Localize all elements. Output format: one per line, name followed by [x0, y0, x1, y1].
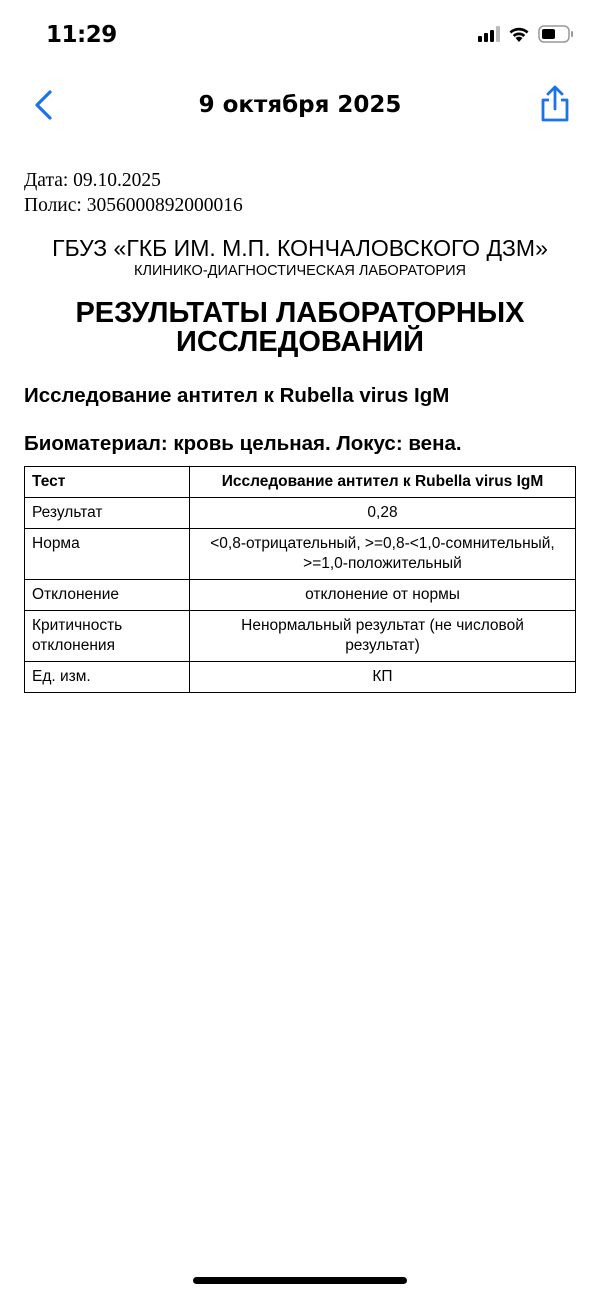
- laboratory-name: КЛИНИКО-ДИАГНОСТИЧЕСКАЯ ЛАБОРАТОРИЯ: [134, 263, 466, 279]
- insurance-policy: Полис: 3056000892000016: [24, 195, 243, 216]
- row-value: Ненормальный результат (не числовой результат): [190, 611, 576, 662]
- report-heading: РЕЗУЛЬТАТЫ ЛАБОРАТОРНЫХ ИССЛЕДОВАНИЙ: [75, 297, 525, 358]
- table-row: [25, 611, 576, 662]
- row-label: Критичность отклонения: [25, 611, 190, 662]
- study-title: Исследование антител к Rubella virus IgM: [24, 384, 450, 407]
- organization-name: ГБУЗ «ГКБ ИМ. М.П. КОНЧАЛОВСКОГО ДЗМ»: [52, 235, 548, 261]
- page-title: 9 октября 2025: [198, 92, 402, 118]
- row-label: Результат: [25, 498, 190, 529]
- row-label: Норма: [25, 529, 190, 580]
- lab-report-document: [24, 168, 576, 693]
- table-row: [25, 467, 576, 498]
- home-indicator[interactable]: [193, 1277, 407, 1284]
- row-value: <0,8-отрицательный, >=0,8-<1,0-сомнительный, >=1,0-положительный: [190, 529, 576, 580]
- row-label: Ед. изм.: [25, 662, 190, 693]
- wifi-icon: [508, 26, 530, 42]
- battery-icon: [538, 25, 574, 43]
- report-date: Дата: 09.10.2025: [24, 170, 161, 191]
- table-row: [25, 498, 576, 529]
- table-row: [25, 529, 576, 580]
- biomaterial-info: Биоматериал: кровь цельная. Локус: вена.: [24, 432, 462, 455]
- row-label: Отклонение: [25, 580, 190, 611]
- row-value: 0,28: [190, 498, 576, 529]
- row-value: Исследование антител к Rubella virus IgM: [190, 467, 576, 498]
- row-label: Тест: [25, 467, 190, 498]
- row-value: КП: [190, 662, 576, 693]
- table-row: [25, 662, 576, 693]
- row-value: отклонение от нормы: [190, 580, 576, 611]
- results-table: [24, 466, 576, 693]
- table-row: [25, 580, 576, 611]
- status-bar: [0, 0, 600, 70]
- status-time: 11:29: [46, 22, 117, 48]
- share-icon[interactable]: [538, 84, 572, 124]
- back-chevron-icon[interactable]: [30, 88, 56, 122]
- cellular-signal-icon: [478, 26, 500, 42]
- nav-bar: [0, 80, 600, 130]
